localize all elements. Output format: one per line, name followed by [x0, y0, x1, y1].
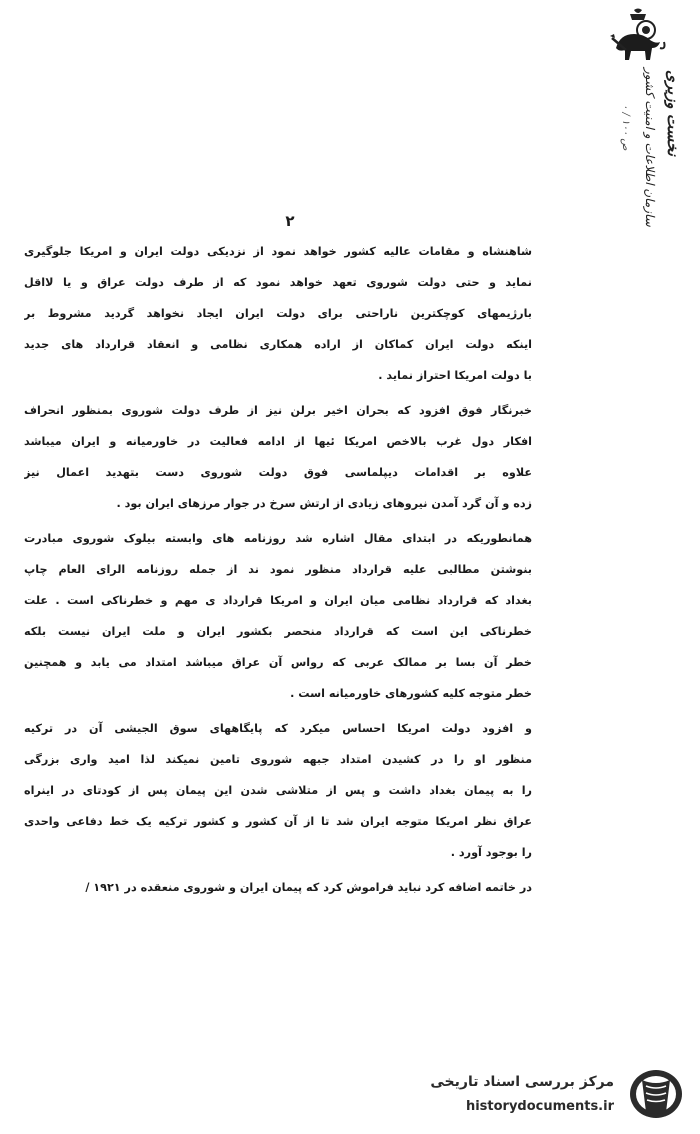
watermark-url: historydocuments.ir — [465, 1099, 614, 1114]
paragraph — [24, 872, 532, 903]
paragraph — [24, 236, 532, 391]
header-subtitle: سازمان اطلاعات و امنیت کشور — [643, 68, 657, 227]
watermark — [430, 1064, 692, 1126]
paragraph — [24, 523, 532, 709]
text-line: و افزود دولت امریکا احساس میکرد که پایگاههای سوق الجیشی آن در ترکیه — [24, 722, 532, 735]
watermark-title: مرکز بررسی اسناد تاریخی — [430, 1074, 614, 1090]
text-line: منظور او را در کشیدن امتداد جبهه شوروی تامین نمیکند لذا امید واری بزرگی — [24, 753, 532, 766]
text-line: در خاتمه اضافه کرد نباید فراموش کرد که پیمان ایران و شوروی منعقده در ۱۹۲۱ / — [85, 881, 532, 894]
text-line: را بوجود آورد . — [450, 846, 532, 859]
text-line: افکار دول غرب بالاخص امریکا ئیها از ادامه فعالیت در خاورمیانه و ایران میباشد — [24, 435, 532, 448]
text-line: خطرناکی این است که قرارداد منحصر بکشور ایران و ملت ایران نیست بلکه — [24, 625, 532, 638]
text-line: بغداد که قرارداد نظامی میان ایران و امریکا قرارداد ی مهم و خطرناکی است . علت — [24, 594, 532, 607]
text-line: عراق نظر امریکا متوجه ایران شد تا از آن کشور و کشور ترکیه یک خط دفاعی واحدی — [24, 815, 532, 828]
text-line: بارژیمهای کوچکترین ناراحتی برای دولت ایران ایجاد نخواهد گردید مشروط بر — [24, 307, 532, 320]
paragraph — [24, 713, 532, 868]
page-number: ۲ — [285, 212, 295, 230]
text-line: خبرنگار فوق افزود که بحران اخیر برلن نیز از طرف دولت شوروی بمنظور انحراف — [24, 404, 532, 417]
text-line: نماید و حتی دولت شوروی تعهد خواهد نمود که از طرف دولت عراق و یا لااقل — [24, 276, 532, 289]
history-documents-logo-icon — [626, 1066, 686, 1122]
text-line: همانطوریکه در ابتدای مقال اشاره شد روزنامه های وابسته بیلوک شوروی مبادرت — [24, 532, 532, 545]
text-line: خطر آن بسا بر ممالک عربی که رواس آن عراق میباشد امتداد می یابد و همچنین — [24, 656, 532, 669]
text-line: بنوشتن مطالبی علیه قرارداد منظور نمود ند از جمله روزنامه الرای العام چاپ — [24, 563, 532, 576]
text-line: اینکه دولت ایران کماکان از اراده همکاری نظامی و انعقاد قرارداد های جدید — [24, 338, 532, 351]
document-header — [576, 8, 686, 227]
header-title: نخست وزیری — [664, 70, 682, 156]
text-line: با دولت امریکا احتراز نماید . — [378, 369, 532, 382]
text-line: خطر متوجه کلیه کشورهای خاورمیانه است . — [290, 687, 532, 700]
document-body — [24, 236, 532, 907]
text-line: را به پیمان بغداد داشت و پس از متلاشی شدن این پیمان پس از کودتای در اینراه — [24, 784, 532, 797]
lion-and-sun-emblem-icon — [608, 8, 668, 70]
text-line: شاهنشاه و مقامات عالیه کشور خواهد نمود از نزدیکی دولت ایران و امریکا جلوگیری — [24, 245, 532, 258]
paragraph — [24, 395, 532, 519]
text-line: علاوه بر اقدامات دیپلماسی فوق دولت شوروی دست بتهدید اعمال نیز — [24, 466, 532, 479]
text-line: زده و آن گرد آمدن نیروهای زیادی از ارتش سرخ در جوار مرزهای ایران بود . — [116, 497, 532, 510]
header-reference: ص ۱۰۰ / ۰ — [620, 104, 631, 151]
